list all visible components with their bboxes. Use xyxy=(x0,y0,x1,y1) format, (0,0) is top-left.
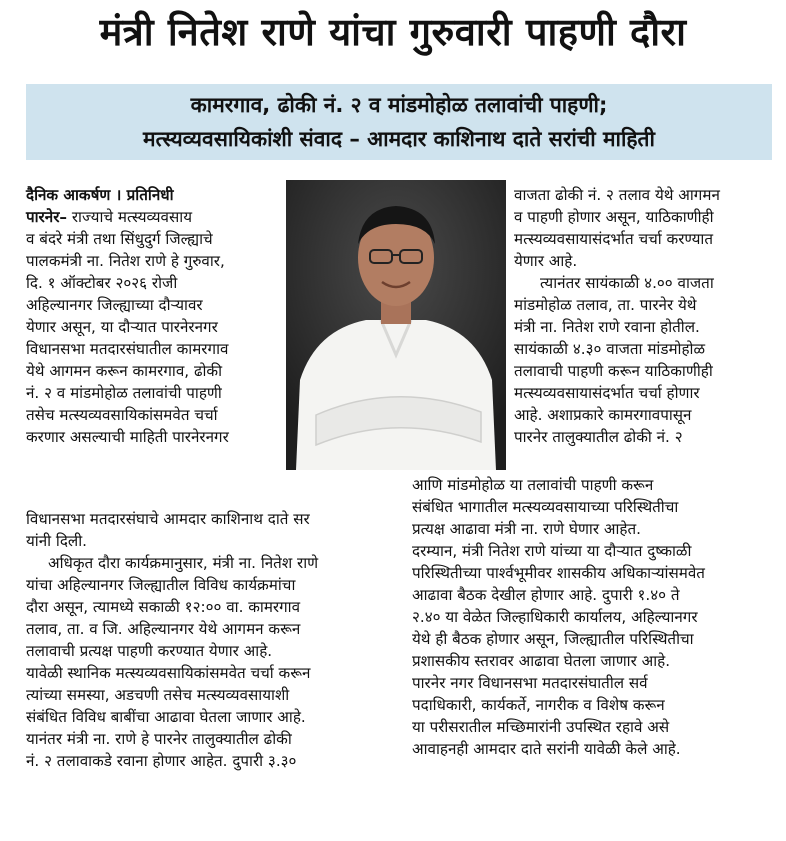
wide2-line-0: आणि मांडमोहोळ या तलावांची पाहणी करून xyxy=(412,476,654,494)
col3-line-4: त्यानंतर सायंकाळी ४.०० वाजता xyxy=(540,274,714,292)
col3-line-9: मत्स्यव्यवसायासंदर्भात चर्चा होणार xyxy=(514,384,700,402)
col1-line-6: विधानसभा मतदारसंघातील कामरगाव xyxy=(26,340,229,358)
wide2-line-6: २.४० या वेळेत जिल्हाधिकारी कार्यालय, अहिल्यानगर xyxy=(412,608,698,626)
wide1-line-8: त्यांच्या समस्या, अडचणी तसेच मत्स्यव्यवसायाशी xyxy=(26,686,290,704)
minister-photo xyxy=(286,180,506,470)
col1-line-5: येणार असून, या दौऱ्यात पारनेरनगर xyxy=(26,318,218,336)
wide2-line-10: पदाधिकारी, कार्यकर्ते, नागरीक व विशेष करून xyxy=(412,696,665,714)
wide1-line-11: नं. २ तलावाकडे रवाना होणार आहेत. दुपारी ३.३० xyxy=(26,752,297,770)
byline: दैनिक आकर्षण । प्रतिनिधी xyxy=(26,186,174,204)
col3-line-11: पारनेर तालुक्यातील ढोकी नं. २ xyxy=(514,428,683,446)
col3-line-8: तलावाची पाहणी करून याठिकाणीही xyxy=(514,362,713,380)
wide1-line-6: तलावाची प्रत्यक्ष पाहणी करण्यात येणार आहे. xyxy=(26,642,273,660)
subheadline-line-2: मत्स्यव्यवसायिकांशी संवाद – आमदार काशिनाथ दाते सरांची माहिती xyxy=(143,127,655,151)
wide2-line-3: दरम्यान, मंत्री नितेश राणे यांच्या या दौऱ्यात दुष्काळी xyxy=(412,542,692,560)
subheadline-line-1: कामरगाव, ढोकी नं. २ व मांडमोहोळ तलावांची पाहणी; xyxy=(190,93,608,117)
col1-line-2: पालकमंत्री ना. नितेश राणे हे गुरुवार, xyxy=(26,252,225,270)
wide1-line-7: यावेळी स्थानिक मत्स्यव्यवसायिकांसमवेत चर्चा करून xyxy=(26,664,311,682)
col1-line-0 xyxy=(26,206,278,228)
col3-line-0: वाजता ढोकी नं. २ तलाव येथे आगमन xyxy=(514,186,720,204)
wide2-line-1: संबंधित भागातील मत्स्यव्यवसायाच्या परिस्थितीचा xyxy=(412,498,679,516)
wide1-line-2: अधिकृत दौरा कार्यक्रमानुसार, मंत्री ना. नितेश राणे xyxy=(48,554,319,572)
subheadline-box xyxy=(26,84,772,160)
col1-line-4: अहिल्यानगर जिल्ह्याच्या दौऱ्यावर xyxy=(26,296,203,314)
col3-line-5: मांडमोहोळ तलाव, ता. पारनेर येथे xyxy=(514,296,697,314)
col1-line-10: करणार असल्याची माहिती पारनेरनगर xyxy=(26,428,229,446)
wide1-line-9: संबंधित विविध बाबींचा आढावा घेतला जाणार आहे. xyxy=(26,708,306,726)
portrait-illustration xyxy=(286,180,506,470)
wide2-line-5: आढावा बैठक देखील होणार आहे. दुपारी १.४० ते xyxy=(412,586,680,604)
wide2-line-7: येथे ही बैठक होणार असून, जिल्ह्यातील परिस्थितीचा xyxy=(412,630,694,648)
col1-line-1: व बंदरे मंत्री तथा सिंधुदुर्ग जिल्ह्याचे xyxy=(26,230,213,248)
wide1-line-1: यांनी दिली. xyxy=(26,532,87,550)
col3-line-7: सायंकाळी ४.३० वाजता मांडमोहोळ xyxy=(514,340,706,358)
wide2-line-11: या परीसरातील मच्छिमारांनी उपस्थित रहावे असे xyxy=(412,718,670,736)
col1-line-3: दि. १ ऑक्टोबर २०२६ रोजी xyxy=(26,274,178,292)
wide1-line-10: यानंतर मंत्री ना. राणे हे पारनेर तालुक्यातील ढोकी xyxy=(26,730,292,748)
column-1 xyxy=(26,184,278,448)
wide1-line-5: तलाव, ता. व जि. अहिल्यानगर येथे आगमन करून xyxy=(26,620,301,638)
col1-line-9: तसेच मत्स्यव्यवसायिकांसमवेत चर्चा xyxy=(26,406,218,424)
headline: मंत्री नितेश राणे यांचा गुरुवारी पाहणी दौरा xyxy=(99,10,687,54)
col1-text-0: राज्याचे मत्स्यव्यवसाय xyxy=(71,208,193,226)
wide2-line-9: पारनेर नगर विधानसभा मतदारसंघातील सर्व xyxy=(412,674,648,692)
column-3 xyxy=(514,184,776,448)
col3-line-2: मत्स्यव्यवसायासंदर्भात चर्चा करण्यात xyxy=(514,230,714,248)
col1-line-8: नं. २ व मांडमोहोळ तलावांची पाहणी xyxy=(26,384,222,402)
wide2-line-8: प्रशासकीय स्तरावर आढावा घेतला जाणार आहे. xyxy=(412,652,671,670)
wide2-line-2: प्रत्यक्ष आढावा मंत्री ना. राणे घेणार आहेत. xyxy=(412,520,641,538)
col3-line-3: येणार आहे. xyxy=(514,252,578,270)
col3-line-6: मंत्री ना. नितेश राणे रवाना होतील. xyxy=(514,318,700,336)
col1-line-7: येथे आगमन करून कामरगाव, ढोकी xyxy=(26,362,223,380)
wide2-line-12: आवाहनही आमदार दाते सरांनी यावेळी केले आहे. xyxy=(412,740,681,758)
wide1-line-3: यांचा अहिल्यानगर जिल्ह्यातील विविध कार्यक्रमांचा xyxy=(26,576,296,594)
col3-line-1: व पाहणी होणार असून, याठिकाणीही xyxy=(514,208,714,226)
dateline: पारनेर– xyxy=(26,208,68,226)
wide1-line-4: दौरा असून, त्यामध्ये सकाळी १२:०० वा. कामरगाव xyxy=(26,598,301,616)
col3-line-10: आहे. अशाप्रकारे कामरगावपासून xyxy=(514,406,692,424)
wide1-line-0: विधानसभा मतदारसंघाचे आमदार काशिनाथ दाते सर xyxy=(26,510,310,528)
column-lower-right xyxy=(412,474,776,760)
wide2-line-4: परिस्थितीच्या पार्श्वभूमीवर शासकीय अधिकाऱ्यांसमवेत xyxy=(412,564,705,582)
column-lower-left xyxy=(26,508,402,772)
